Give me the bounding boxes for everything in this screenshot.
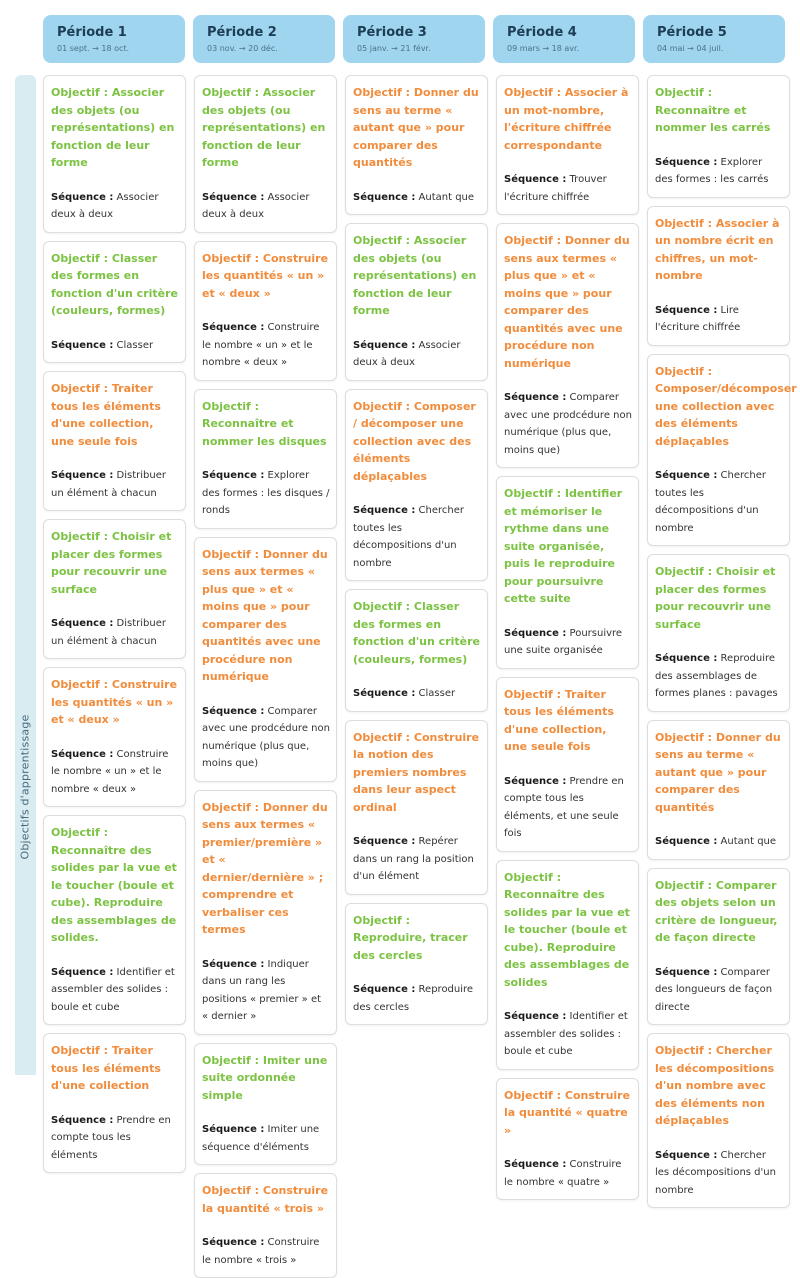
objective-value: Chercher les décompositions d'un nombre avec des éléments non déplaçables <box>655 1044 775 1127</box>
sequence-prefix: Séquence : <box>353 688 416 699</box>
objective-card[interactable] <box>496 1078 639 1201</box>
objective-card[interactable] <box>194 537 337 782</box>
objective-text <box>655 729 783 817</box>
objective-value: Associer des objets (ou représentations) en fonction de leur forme <box>51 86 175 169</box>
sequence-text <box>353 685 481 703</box>
learning-objectives-label: Objectifs d'apprentissage <box>18 714 32 860</box>
sequence-value: Identifier et assembler des solides : boule et cube <box>504 1011 628 1057</box>
sequence-value: Construire le nombre « quatre » <box>504 1159 622 1188</box>
objective-card[interactable] <box>647 354 797 547</box>
objective-text <box>51 380 179 450</box>
objective-card[interactable] <box>194 389 337 529</box>
objective-value: Donner du sens aux termes « plus que » et « moins que » pour comparer des quantités avec une procédure non numérique <box>202 547 328 683</box>
objective-text <box>353 729 481 817</box>
sequence-value: Explorer des formes : les carrés <box>655 156 769 185</box>
objective-prefix: Objectif : <box>353 86 411 99</box>
sequence-value: Classer <box>116 339 154 351</box>
sequence-value: Imiter une séquence d'éléments <box>202 1124 320 1153</box>
sequence-prefix: Séquence : <box>202 322 265 333</box>
objective-prefix: Objectif : <box>504 86 562 99</box>
objective-prefix: Objectif : <box>655 565 713 578</box>
objective-card[interactable] <box>194 75 337 233</box>
period-column-1 <box>43 75 186 1173</box>
objective-text <box>504 232 632 372</box>
sequence-prefix: Séquence : <box>353 191 416 203</box>
objective-value: Reconnaître des solides par la vue et le toucher (boule et cube). Reproduire des assemblages de solides <box>504 888 630 989</box>
sequence-text <box>202 1234 330 1269</box>
sequence-text <box>353 502 481 572</box>
objective-text <box>202 799 330 939</box>
sequence-text <box>51 189 179 224</box>
sequence-value: Associer deux à deux <box>353 339 461 368</box>
sequence-prefix: Séquence : <box>353 984 416 995</box>
objective-text <box>51 824 179 947</box>
objective-text <box>655 877 783 947</box>
objective-prefix: Objectif : <box>202 86 260 99</box>
objective-prefix: Objectif : <box>655 730 713 744</box>
sequence-prefix: Séquence : <box>504 392 567 403</box>
sequence-text <box>353 833 481 886</box>
period-dates: 05 janv. → 21 févr. <box>357 44 431 53</box>
objective-card[interactable] <box>345 389 488 582</box>
sequence-text <box>51 337 179 355</box>
period-title: Période 5 <box>657 25 727 40</box>
objective-prefix: Objectif : <box>51 678 109 691</box>
sequence-text <box>504 1156 632 1191</box>
objective-card[interactable] <box>43 75 186 233</box>
period-column-5 <box>647 75 797 1208</box>
period-dates: 04 mai → 04 juil. <box>657 44 724 53</box>
objective-prefix: Objectif : <box>51 86 109 99</box>
sequence-text <box>655 833 783 851</box>
period-column-4 <box>496 75 639 1200</box>
period-column-2 <box>194 75 337 1278</box>
sequence-prefix: Séquence : <box>51 339 114 351</box>
sequence-text <box>202 703 330 773</box>
objective-card[interactable] <box>345 720 488 895</box>
sequence-value: Distribuer un élément à chacun <box>51 470 166 499</box>
sequence-value: Associer deux à deux <box>202 191 310 220</box>
sequence-prefix: Séquence : <box>655 836 718 847</box>
sequence-text <box>504 389 632 459</box>
objective-value: Construire la notion des premiers nombres dans leur aspect ordinal <box>353 730 480 814</box>
sequence-prefix: Séquence : <box>353 836 416 847</box>
objective-text <box>655 563 783 633</box>
objective-card[interactable] <box>647 206 790 346</box>
objective-text <box>655 84 783 137</box>
objective-text <box>51 1042 179 1095</box>
sequence-prefix: Séquence : <box>655 966 718 978</box>
objective-value: Construire la quantité « trois » <box>202 1184 329 1215</box>
sequence-value: Trouver l'écriture chiffrée <box>504 174 607 203</box>
objective-card[interactable] <box>496 677 639 852</box>
objective-value: Construire les quantités « un » et « deux » <box>51 678 178 726</box>
objective-value: Donner du sens au terme « autant que » pour comparer des quantités <box>353 86 479 169</box>
sequence-text <box>202 189 330 224</box>
objective-text <box>655 1042 783 1130</box>
objective-prefix: Objectif : <box>504 870 562 884</box>
objective-prefix: Objectif : <box>202 251 260 265</box>
sequence-value: Comparer des longueurs de façon directe <box>655 966 773 1013</box>
objective-card[interactable] <box>647 1033 790 1208</box>
objective-value: Comparer des objets selon un critère de longueur, de façon directe <box>655 878 778 944</box>
sequence-text <box>51 615 179 650</box>
objective-text <box>202 1052 330 1105</box>
objective-prefix: Objectif : <box>504 487 562 500</box>
sequence-prefix: Séquence : <box>51 966 114 978</box>
objective-card[interactable] <box>194 1043 337 1166</box>
objective-card[interactable] <box>194 241 337 381</box>
sequence-text <box>655 467 783 537</box>
objective-value: Traiter tous les éléments d'une collection <box>51 1044 161 1092</box>
objective-prefix: Objectif : <box>353 234 411 247</box>
objective-text <box>202 1182 330 1217</box>
sequence-prefix: Séquence : <box>51 618 114 629</box>
objective-value: Composer / décomposer une collection avec des éléments déplaçables <box>353 399 476 483</box>
sequence-prefix: Séquence : <box>202 1237 265 1248</box>
sequence-prefix: Séquence : <box>353 505 416 516</box>
sequence-text <box>504 773 632 843</box>
sequence-value: Repérer dans un rang la position d'un élément <box>353 836 474 882</box>
sequence-text <box>202 467 330 520</box>
sequence-value: Chercher toutes les décompositions d'un nombre <box>353 505 465 569</box>
sequence-value: Reproduire des assemblages de formes planes : pavages <box>655 653 778 699</box>
objective-prefix: Objectif : <box>202 800 260 814</box>
sequence-value: Identifier et assembler des solides : boule et cube <box>51 966 175 1013</box>
objective-prefix: Objectif : <box>655 878 713 892</box>
sequence-value: Construire le nombre « un » et le nombre « deux » <box>202 322 320 368</box>
period-title: Période 2 <box>207 25 277 40</box>
objective-card[interactable] <box>647 720 790 860</box>
period-header-4[interactable] <box>493 15 635 63</box>
period-header-3[interactable] <box>343 15 485 63</box>
objective-prefix: Objectif : <box>202 1184 260 1197</box>
period-title: Période 1 <box>57 25 127 40</box>
sequence-value: Reproduire des cercles <box>353 984 474 1013</box>
sequence-text <box>655 1147 783 1200</box>
sequence-prefix: Séquence : <box>202 470 265 481</box>
sequence-value: Distribuer un élément à chacun <box>51 618 166 647</box>
objective-card[interactable] <box>43 519 186 659</box>
sequence-value: Lire l'écriture chiffrée <box>655 304 741 333</box>
objective-text <box>504 1087 632 1140</box>
periods-grid <box>43 75 797 1278</box>
objective-value: Imiter une suite ordonnée simple <box>202 1053 328 1102</box>
sequence-text <box>51 467 179 502</box>
sequence-value: Prendre en compte tous les éléments <box>51 1114 171 1161</box>
objective-value: Associer des objets (ou représentations) en fonction de leur forme <box>353 234 477 317</box>
objective-text <box>504 84 632 154</box>
sequence-value: Comparer avec une prodcédure non numérique (plus que, moins que) <box>202 705 330 769</box>
sequence-text <box>202 956 330 1026</box>
sequence-prefix: Séquence : <box>504 1011 567 1022</box>
objective-card[interactable] <box>43 371 186 511</box>
sequence-text <box>655 302 783 337</box>
objective-card[interactable] <box>345 903 488 1026</box>
sequence-prefix: Séquence : <box>504 1159 567 1170</box>
sequence-text <box>655 650 783 703</box>
period-title: Période 3 <box>357 25 427 40</box>
objective-prefix: Objectif : <box>353 399 411 413</box>
sequence-value: Construire le nombre « trois » <box>202 1237 320 1266</box>
objective-card[interactable] <box>345 223 488 381</box>
objective-text <box>353 398 481 486</box>
period-dates: 03 nov. → 20 déc. <box>207 44 278 53</box>
sequence-text <box>504 171 632 206</box>
objective-prefix: Objectif : <box>51 826 109 839</box>
sequence-prefix: Séquence : <box>655 470 718 481</box>
period-title: Période 4 <box>507 25 577 40</box>
objective-card[interactable] <box>345 75 488 215</box>
objective-prefix: Objectif : <box>353 600 411 613</box>
sequence-text <box>353 981 481 1016</box>
objective-card[interactable] <box>647 868 790 1026</box>
objective-card[interactable] <box>43 667 186 807</box>
objective-text <box>202 84 330 172</box>
objective-value: Donner du sens au terme « autant que » pour comparer des quantités <box>655 730 781 814</box>
objective-text <box>202 398 330 451</box>
objective-card[interactable] <box>43 241 186 364</box>
sequence-prefix: Séquence : <box>202 705 265 717</box>
objective-text <box>504 485 632 608</box>
objective-text <box>353 912 481 965</box>
period-dates: 01 sept. → 18 oct. <box>57 44 130 53</box>
sequence-prefix: Séquence : <box>202 958 265 970</box>
objective-value: Choisir et placer des formes pour recouvrir une surface <box>655 565 776 631</box>
objective-card[interactable] <box>496 860 639 1070</box>
objective-prefix: Objectif : <box>655 1044 713 1057</box>
period-header-row <box>43 15 785 63</box>
objective-text <box>51 528 179 598</box>
sequence-text <box>51 746 179 799</box>
objective-text <box>504 686 632 756</box>
period-header-5[interactable] <box>643 15 785 63</box>
objective-card[interactable] <box>496 223 639 468</box>
objective-value: Classer des formes en fonction d'un critère (couleurs, formes) <box>353 600 480 666</box>
learning-objectives-rail <box>15 75 36 1075</box>
sequence-value: Construire le nombre « un » et le nombre « deux » <box>51 748 169 795</box>
objective-text <box>353 232 481 320</box>
objective-text <box>353 84 481 172</box>
sequence-prefix: Séquence : <box>51 1114 114 1126</box>
sequence-text <box>353 337 481 372</box>
objective-prefix: Objectif : <box>353 913 411 927</box>
objective-prefix: Objectif : <box>504 1088 562 1102</box>
objective-prefix: Objectif : <box>202 399 260 413</box>
objective-text <box>655 215 783 285</box>
objective-card[interactable] <box>194 1173 337 1278</box>
objective-value: Reproduire, tracer des cercles <box>353 931 468 962</box>
objective-card[interactable] <box>647 75 790 198</box>
objective-value: Reconnaître et nommer les carrés <box>655 103 771 134</box>
sequence-text <box>202 319 330 372</box>
objective-text <box>51 250 179 320</box>
sequence-text <box>353 189 481 207</box>
sequence-prefix: Séquence : <box>504 174 567 185</box>
objective-value: Traiter tous les éléments d'une collection, une seule fois <box>51 382 161 448</box>
sequence-value: Comparer avec une prodcédure non numérique (plus que, moins que) <box>504 392 632 456</box>
objective-value: Construire les quantités « un » et « deux » <box>202 251 329 300</box>
objective-text <box>655 363 797 451</box>
sequence-prefix: Séquence : <box>655 304 718 316</box>
sequence-value: Associer deux à deux <box>51 191 159 220</box>
objective-value: Reconnaître des solides par la vue et le toucher (boule et cube). Reproduire des assemblages de solides. <box>51 843 177 944</box>
objective-card[interactable] <box>345 589 488 712</box>
sequence-prefix: Séquence : <box>51 191 114 203</box>
sequence-value: Autant que <box>418 191 475 203</box>
objective-value: Associer à un nombre écrit en chiffres, un mot-nombre <box>655 216 780 282</box>
objective-text <box>202 250 330 303</box>
objective-value: Reconnaître et nommer les disques <box>202 417 327 448</box>
objective-value: Identifier et mémoriser le rythme dans une suite organisée, puis le reproduire pour poursuivre cette suite <box>504 487 623 605</box>
objective-value: Composer/décomposer une collection avec des éléments déplaçables <box>655 382 797 448</box>
sequence-value: Chercher les décompositions d'un nombre <box>655 1149 776 1196</box>
objective-text <box>504 869 632 992</box>
objective-card[interactable] <box>647 554 790 712</box>
objective-card[interactable] <box>496 75 639 215</box>
objective-value: Traiter tous les éléments d'une collection, une seule fois <box>504 687 614 753</box>
objective-prefix: Objectif : <box>51 1044 109 1057</box>
objective-prefix: Objectif : <box>655 216 713 230</box>
objective-prefix: Objectif : <box>655 364 713 378</box>
sequence-value: Indiquer dans un rang les positions « premier » et « dernier » <box>202 958 322 1022</box>
sequence-value: Chercher toutes les décompositions d'un nombre <box>655 470 767 534</box>
objective-card[interactable] <box>43 1033 186 1173</box>
period-header-1[interactable] <box>43 15 185 63</box>
sequence-text <box>655 154 783 189</box>
sequence-prefix: Séquence : <box>655 1149 718 1161</box>
sequence-value: Autant que <box>720 836 777 847</box>
period-header-2[interactable] <box>193 15 335 63</box>
objective-card[interactable] <box>496 476 639 669</box>
sequence-prefix: Séquence : <box>655 156 718 168</box>
objective-value: Construire la quantité « quatre » <box>504 1088 631 1137</box>
sequence-prefix: Séquence : <box>353 339 416 351</box>
objective-prefix: Objectif : <box>202 547 260 561</box>
sequence-prefix: Séquence : <box>655 653 718 664</box>
objective-value: Donner du sens aux termes « premier/première » et « dernier/dernière » ; comprendre et verbaliser ces termes <box>202 800 328 936</box>
objective-prefix: Objectif : <box>353 730 411 744</box>
sequence-prefix: Séquence : <box>504 627 567 639</box>
sequence-prefix: Séquence : <box>202 191 265 203</box>
objective-value: Associer des objets (ou représentations) en fonction de leur forme <box>202 86 326 169</box>
sequence-value: Classer <box>418 688 456 699</box>
sequence-prefix: Séquence : <box>504 775 567 787</box>
objective-text <box>51 676 179 729</box>
objective-value: Donner du sens aux termes « plus que » et « moins que » pour comparer des quantités avec une procédure non numérique <box>504 234 630 370</box>
period-dates: 09 mars → 18 avr. <box>507 44 580 53</box>
sequence-value: Poursuivre une suite organisée <box>504 627 623 656</box>
sequence-prefix: Séquence : <box>51 748 114 760</box>
objective-text <box>51 84 179 172</box>
sequence-text <box>504 1008 632 1061</box>
objective-card[interactable] <box>194 790 337 1035</box>
period-column-3 <box>345 75 488 1025</box>
objective-prefix: Objectif : <box>51 251 109 265</box>
sequence-text <box>51 964 179 1017</box>
objective-text <box>353 598 481 668</box>
objective-value: Associer à un mot-nombre, l'écriture chiffrée correspondante <box>504 86 629 152</box>
sequence-text <box>51 1112 179 1165</box>
objective-prefix: Objectif : <box>51 530 109 543</box>
objective-value: Classer des formes en fonction d'un critère (couleurs, formes) <box>51 251 178 317</box>
sequence-prefix: Séquence : <box>51 470 114 481</box>
sequence-text <box>504 625 632 660</box>
sequence-prefix: Séquence : <box>202 1124 265 1135</box>
objective-prefix: Objectif : <box>655 86 713 99</box>
objective-text <box>202 546 330 686</box>
objective-prefix: Objectif : <box>504 234 562 247</box>
sequence-text <box>655 964 783 1017</box>
objective-value: Choisir et placer des formes pour recouvrir une surface <box>51 530 172 596</box>
objective-prefix: Objectif : <box>51 382 109 395</box>
objective-prefix: Objectif : <box>202 1053 260 1067</box>
sequence-value: Prendre en compte tous les éléments, et une seule fois <box>504 775 624 839</box>
objective-prefix: Objectif : <box>504 687 562 701</box>
sequence-text <box>202 1121 330 1156</box>
sequence-value: Explorer des formes : les disques / ronds <box>202 470 330 516</box>
objective-card[interactable] <box>43 815 186 1025</box>
